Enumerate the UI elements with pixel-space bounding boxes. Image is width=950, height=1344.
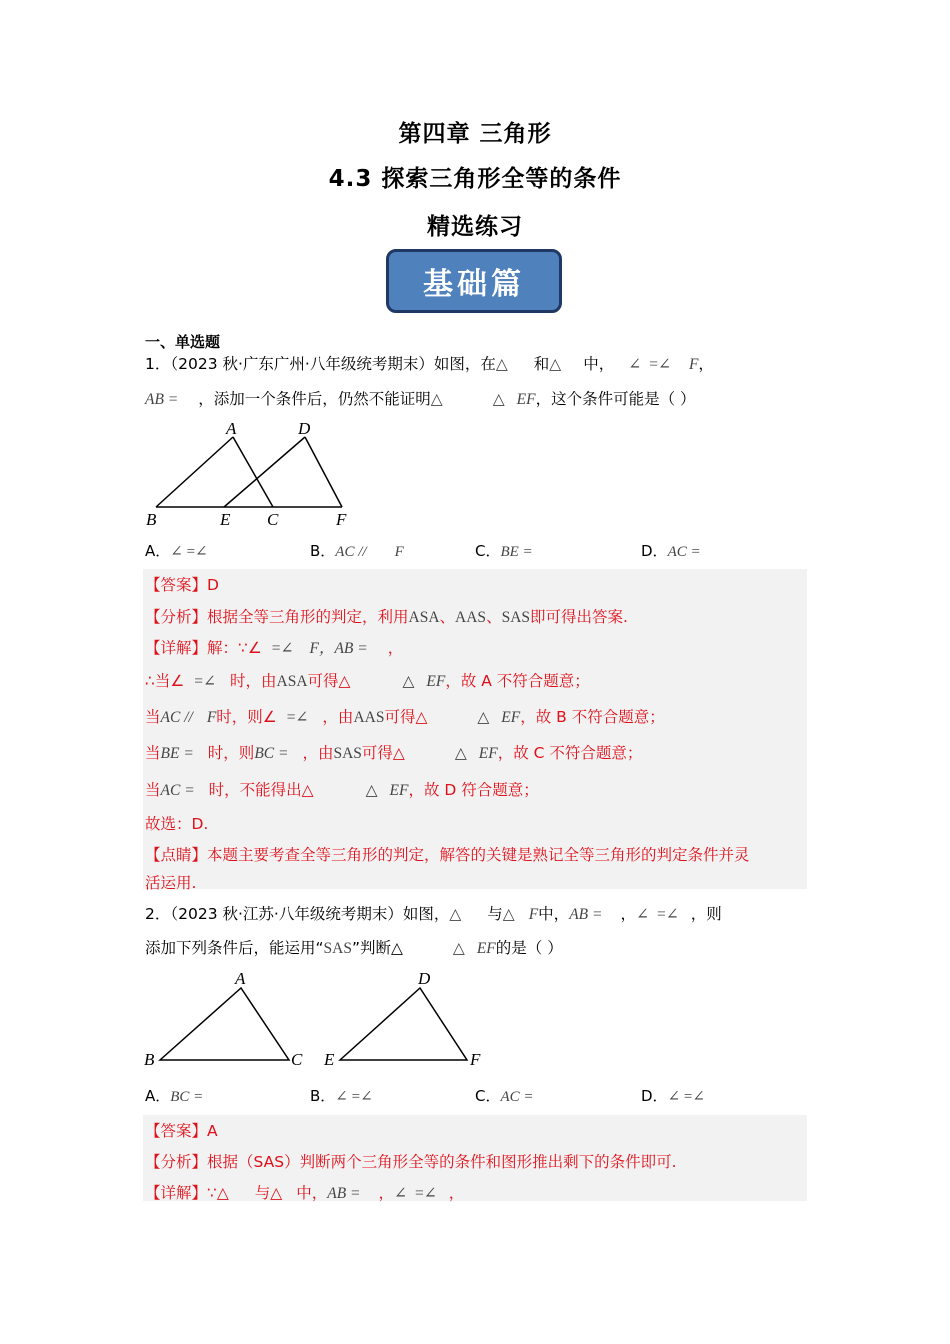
q1-comment-line1: 【点睛】本题主要考查全等三角形的判定，解答的关键是熟记全等三角形的判定条件并灵 — [145, 846, 750, 864]
q2-option-a[interactable]: A．BC = — [145, 1087, 204, 1105]
q2-option-d[interactable]: D．∠ =∠ — [641, 1087, 705, 1105]
q1-option-d[interactable]: D．AC = — [641, 542, 701, 560]
q2-label-c: C — [291, 1050, 303, 1069]
q1-option-c[interactable]: C．BE = — [475, 542, 533, 560]
q1-label-e: E — [220, 510, 231, 529]
q2-triangle-abc — [160, 988, 289, 1060]
q2-answer: 【答案】A — [145, 1122, 218, 1140]
q1-conclusion: 故选：D. — [145, 815, 209, 833]
q2-label-e: E — [324, 1050, 335, 1069]
q1-stem-line1: 1．（2023 秋·广东广州·八年级统考期末）如图，在△ 和△ 中， ∠ =∠ F， — [145, 355, 714, 373]
q2-triangle-def — [340, 988, 467, 1060]
q1-label-c: C — [267, 510, 279, 529]
level-badge: 基础篇 — [386, 249, 562, 313]
q2-label-a: A — [235, 969, 246, 988]
q1-segment-ac — [233, 437, 273, 507]
q1-segment-ed — [224, 437, 305, 507]
q2-label-d: D — [418, 969, 431, 988]
chapter-title: 第四章 三角形 — [398, 121, 552, 147]
q2-analysis: 【分析】根据（SAS）判断两个三角形全等的条件和图形推出剩下的条件即可. — [145, 1153, 677, 1171]
q2-figure-right — [320, 965, 490, 1075]
q2-label-b: B — [144, 1050, 155, 1069]
q1-label-b: B — [146, 510, 157, 529]
q2-option-b[interactable]: B．∠ =∠ — [310, 1087, 373, 1105]
q2-figure-left — [140, 965, 310, 1075]
subtitle: 精选练习 — [427, 214, 523, 240]
q1-step2: 当AC // F时，则∠ =∠ ，由AAS可得△ △ EF，故 B 不符合题意； — [145, 708, 665, 726]
part-heading: 一、单选题 — [145, 333, 221, 351]
q1-step3: 当BE = 时，则BC = ，由SAS可得△ △ EF，故 C 不符合题意； — [145, 744, 643, 762]
q1-comment-line2: 活运用. — [145, 874, 197, 892]
q1-step4: 当AC = 时，不能得出△ △ EF，故 D 符合题意； — [145, 781, 539, 799]
q1-label-a: A — [226, 419, 237, 438]
q1-step1: ∴当∠ =∠ 时，由ASA可得△ △ EF，故 A 不符合题意； — [145, 672, 590, 690]
q1-label-d: D — [298, 419, 311, 438]
q1-option-a[interactable]: A．∠ =∠ — [145, 542, 208, 560]
q1-analysis: 【分析】根据全等三角形的判定，利用ASA、AAS、SAS即可得出答案. — [145, 608, 628, 626]
section-title: 4.3 探索三角形全等的条件 — [328, 166, 622, 192]
q2-option-c[interactable]: C．AC = — [475, 1087, 534, 1105]
q2-label-f: F — [470, 1050, 481, 1069]
q1-option-b[interactable]: B．AC // F — [310, 542, 404, 560]
q1-detail: 【详解】解：∵∠ =∠ F，AB = ， — [145, 639, 404, 657]
q1-segment-df — [305, 437, 342, 507]
q2-stem-line1: 2．（2023 秋·江苏·八年级统考期末）如图，△ 与△ F中，AB = ，∠ =∠ ，则 — [145, 905, 722, 923]
q2-stem-line2: 添加下列条件后，能运用“SAS”判断△ △ EF的是（ ） — [145, 939, 563, 957]
q1-stem-line2: AB = ，添加一个条件后，仍然不能证明△ △ EF，这个条件可能是（ ） — [145, 390, 696, 408]
q1-answer: 【答案】D — [145, 576, 219, 594]
q1-figure — [140, 415, 370, 535]
q2-detail: 【详解】∵△ 与△ 中，AB = ，∠ =∠ ， — [145, 1184, 465, 1202]
q1-label-f: F — [336, 510, 347, 529]
q1-segment-ba — [156, 437, 233, 507]
